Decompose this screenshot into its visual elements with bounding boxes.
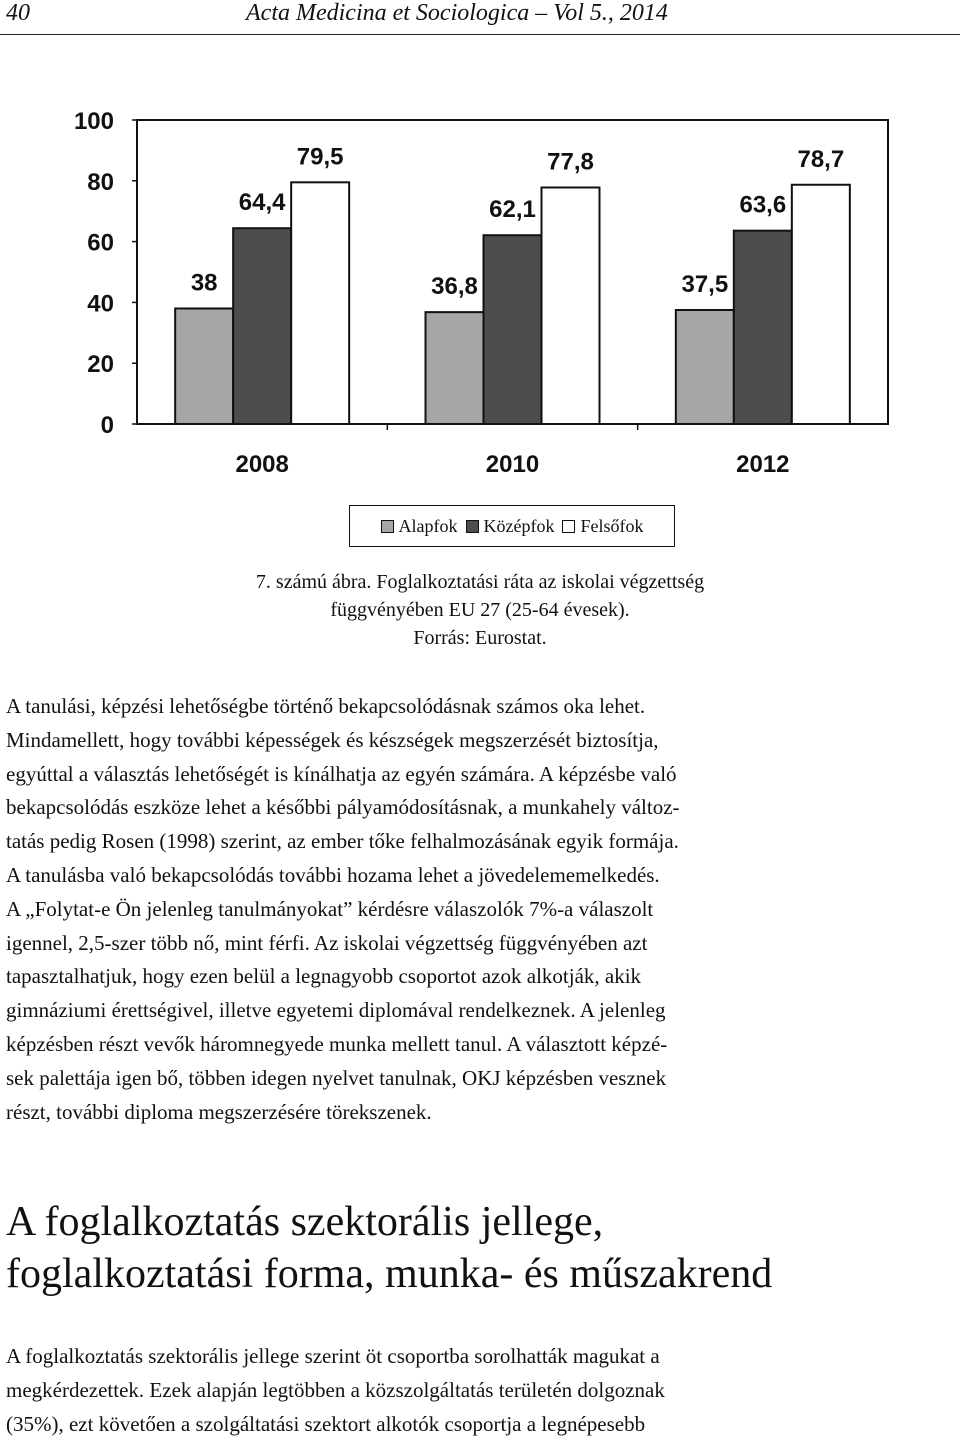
data-label: 62,1: [489, 196, 536, 224]
text-line: bekapcsolódás eszköze lehet a későbbi pályamódosításnak, a munkahely változ-: [6, 795, 680, 820]
data-label: 77,8: [547, 148, 594, 176]
text-line: Mindamellett, hogy további képességek és készségek megszerzését biztosítja,: [6, 727, 659, 752]
y-tick-label: 20: [87, 351, 114, 379]
data-label: 64,4: [238, 189, 286, 217]
x-tick-label: 2010: [485, 451, 540, 478]
section-heading: [6, 1196, 950, 1300]
bar: [676, 310, 734, 424]
legend-item-kozepfok: [466, 516, 555, 537]
y-tick-label: 80: [87, 168, 114, 196]
text-line: A foglalkoztatás szektorális jellege szerint öt csoportba sorolhatták magukat a: [6, 1344, 660, 1368]
text-line: igennel, 2,5-szer több nő, mint férfi. Az iskolai végzettség függvényében azt: [6, 930, 648, 955]
legend-swatch-alapfok: [381, 520, 394, 533]
data-label: 79,5: [296, 143, 344, 171]
page-number: 40: [6, 0, 30, 26]
y-tick-label: 0: [100, 412, 114, 439]
text-line: egyúttal a választás lehetőségét is kínálhatja az egyén számára. A képzésbe való: [6, 761, 677, 786]
bar: [792, 185, 850, 424]
bar: [175, 308, 233, 424]
bar: [484, 235, 542, 424]
legend-swatch-kozepfok: [466, 520, 479, 533]
paragraph-learning: [6, 690, 950, 1129]
text-line: A tanulásba való bekapcsolódás további hozama lehet a jövedelememelkedés.: [6, 862, 660, 887]
y-tick-label: 40: [87, 290, 114, 318]
legend-item-alapfok: [381, 516, 458, 537]
journal-title: Acta Medicina et Sociologica – Vol 5., 2014: [246, 0, 668, 26]
page-header: [0, 0, 960, 35]
paragraph-sectors: [6, 1340, 950, 1441]
bar: [542, 187, 600, 424]
bar: [426, 312, 484, 424]
caption-line: Forrás: Eurostat.: [413, 627, 547, 649]
caption-line: függvényében EU 27 (25-64 évesek).: [330, 599, 630, 621]
y-tick-label: 60: [87, 229, 114, 257]
heading-line: foglalkoztatási forma, munka- és műszakrend: [6, 1251, 773, 1297]
text-line: tapasztalhatjuk, hogy ezen belül a legnagyobb csoportot azok alkotják, akik: [6, 964, 642, 989]
data-label: 36,8: [431, 273, 478, 301]
caption-line: 7. számú ábra. Foglalkoztatási ráta az iskolai végzettség: [255, 571, 705, 593]
legend-item-felsofok: [562, 516, 643, 537]
bar: [233, 228, 291, 424]
text-line: tatás pedig Rosen (1998) szerint, az ember tőke felhalmozásának egyik formája.: [6, 829, 679, 854]
bar: [291, 182, 349, 424]
bar: [734, 231, 792, 424]
legend-label-felsofok: Felsőfok: [580, 515, 644, 536]
legend-label-alapfok: Alapfok: [398, 515, 458, 536]
x-tick-label: 2012: [736, 451, 790, 478]
x-tick-label: 2008: [235, 451, 289, 478]
text-line: sek palettája igen bő, többen idegen nyelvet tanulnak, OKJ képzésben vesznek: [6, 1065, 667, 1090]
legend-label-kozepfok: Középfok: [483, 515, 555, 536]
text-line: részt, további diploma megszerzésére törekszenek.: [6, 1099, 432, 1124]
legend-swatch-felsofok: [562, 520, 575, 533]
chart-legend: [349, 505, 675, 547]
text-line: A „Folytat-e Ön jelenleg tanulmányokat” kérdésre válaszolók 7%-a válaszolt: [6, 896, 654, 921]
text-line: képzésben részt vevők háromnegyede munka mellett tanul. A választott képzé-: [6, 1031, 668, 1056]
text-line: gimnáziumi érettségivel, illetve egyetemi diplomával rendelkeznek. A jelenleg: [6, 998, 666, 1023]
data-label: 38: [190, 269, 218, 297]
text-line: megkérdezettek. Ezek alapján legtöbben a közszolgáltatás területén dolgoznak: [6, 1377, 665, 1402]
data-label: 63,6: [739, 191, 787, 219]
data-label: 37,5: [681, 271, 729, 298]
figure-caption: [0, 568, 960, 652]
data-label: 78,7: [797, 145, 845, 173]
heading-line: A foglalkoztatás szektorális jellege,: [6, 1199, 604, 1245]
text-line: A tanulási, képzési lehetőségbe történő bekapcsolódásnak számos oka lehet.: [6, 694, 646, 718]
text-line: (35%), ezt követően a szolgáltatási szektort alkotók csoportja a legnépesebb: [6, 1411, 646, 1436]
y-tick-label: 100: [73, 108, 114, 135]
employment-rate-chart: [0, 100, 960, 480]
